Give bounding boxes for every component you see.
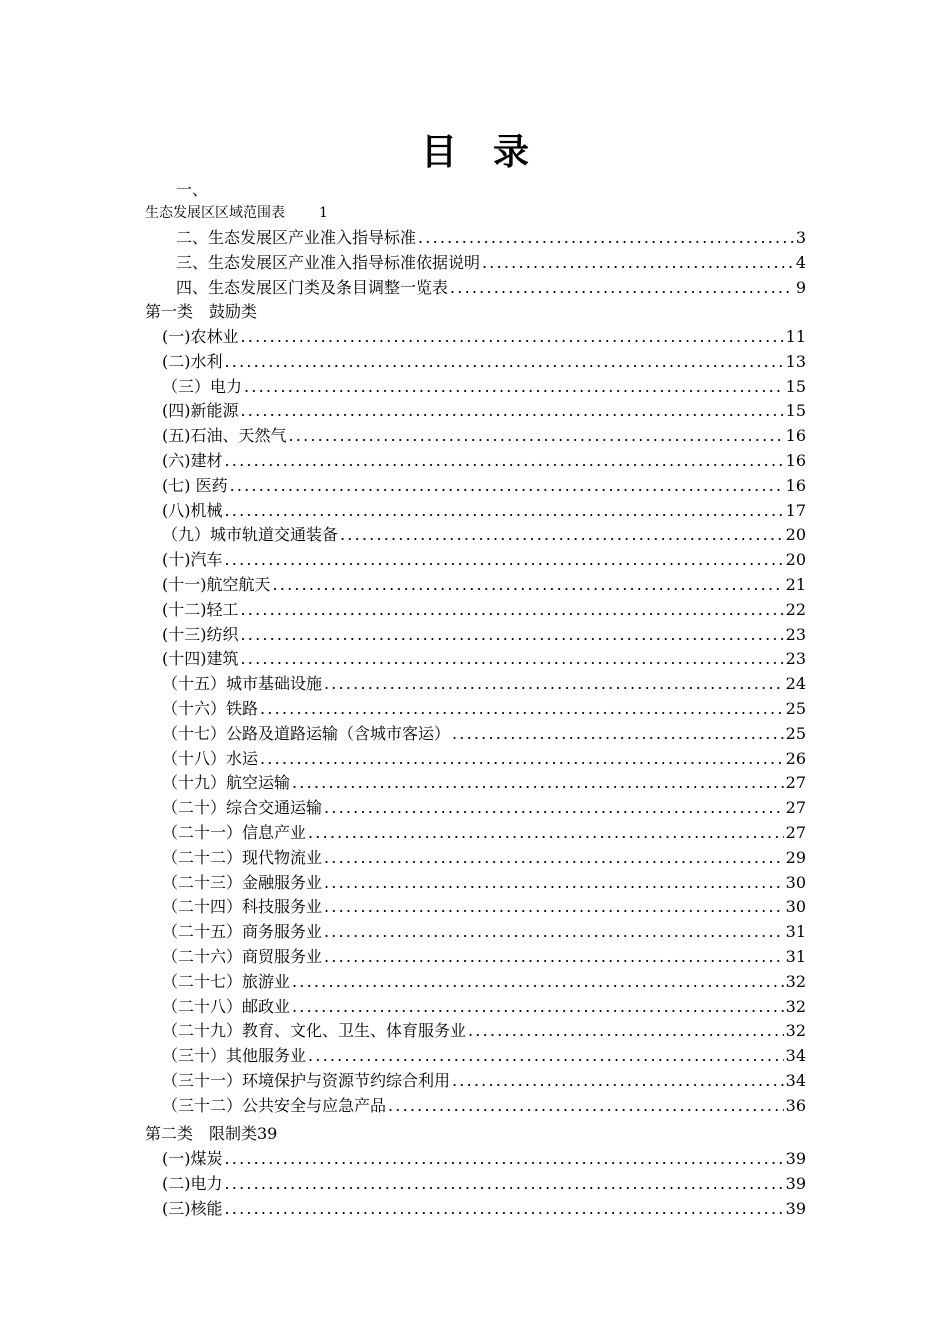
- toc-entry[interactable]: [162, 1070, 806, 1092]
- dot-leader: [388, 1095, 784, 1117]
- toc-entry-page: 15: [785, 376, 806, 396]
- dot-leader: [324, 896, 784, 918]
- toc-entry-label: （三十）其他服务业: [162, 1046, 307, 1066]
- toc-entry[interactable]: [162, 1148, 806, 1170]
- toc-entry[interactable]: [162, 574, 806, 596]
- dot-leader: [244, 376, 784, 398]
- toc-entry[interactable]: [162, 400, 806, 422]
- toc-entry-page: 16: [785, 426, 806, 446]
- toc-entry[interactable]: [162, 723, 806, 745]
- toc-entry-page: 27: [785, 798, 806, 818]
- dot-leader: [241, 624, 784, 646]
- toc-entry-page: 3: [795, 228, 806, 247]
- toc-entry-page: 27: [785, 823, 806, 842]
- toc-entry[interactable]: [162, 946, 806, 968]
- toc-entry-page: 15: [785, 401, 806, 421]
- toc-entry-label: (七) 医药: [162, 475, 228, 495]
- toc-entry[interactable]: [162, 648, 806, 670]
- toc-entry[interactable]: [162, 772, 806, 794]
- toc-entry-page: 20: [785, 550, 806, 570]
- toc-entry-page: 29: [785, 847, 806, 867]
- toc-entry-label: (十四)建筑: [162, 649, 239, 669]
- toc-entry-page: 34: [785, 1071, 806, 1090]
- toc-entry[interactable]: [162, 1045, 806, 1067]
- toc-entry-page: 4: [795, 253, 806, 272]
- toc-entry-page: 31: [785, 947, 806, 966]
- toc-entry-page: 32: [785, 1021, 806, 1041]
- toc-entry-page: 39: [785, 1149, 806, 1168]
- toc-category-2: 第二类 限制类39: [145, 1124, 278, 1143]
- toc-entry-label: （三十二）公共安全与应急产品: [162, 1095, 387, 1115]
- toc-entry-label: （二十四）科技服务业: [162, 897, 323, 917]
- page-title: 目录: [420, 131, 565, 173]
- toc-entry-label: (一)煤炭: [162, 1149, 223, 1168]
- toc-entry[interactable]: [162, 996, 806, 1018]
- toc-entry-label: (一)农林业: [162, 327, 239, 346]
- toc-entry-label: (八)机械: [162, 500, 223, 520]
- toc-entry[interactable]: [162, 376, 806, 398]
- toc-entry-page: 31: [785, 922, 806, 942]
- toc-entry-label: （十六）铁路: [162, 699, 259, 718]
- toc-entry-label: 三、生态发展区产业准入指导标准依据说明: [176, 253, 481, 272]
- dot-leader: [225, 351, 784, 373]
- toc-entry[interactable]: [162, 896, 806, 918]
- toc-entry-page: 30: [785, 872, 806, 892]
- dot-leader: [292, 996, 784, 1018]
- toc-entry[interactable]: [162, 748, 806, 770]
- toc-entry[interactable]: [162, 921, 806, 943]
- toc-entry-page: 39: [785, 1173, 806, 1193]
- dot-leader: [225, 549, 784, 571]
- dot-leader: [241, 648, 784, 670]
- toc-entry-label: (六)建材: [162, 451, 223, 470]
- toc-entry-page: 24: [785, 674, 806, 694]
- toc-entry[interactable]: [162, 524, 806, 546]
- toc-entry[interactable]: [162, 326, 806, 348]
- toc-entry[interactable]: [162, 500, 806, 522]
- toc-entry-page: 17: [785, 500, 806, 520]
- dot-leader: [241, 326, 784, 348]
- toc-entry[interactable]: [162, 673, 806, 695]
- dot-leader: [241, 599, 784, 621]
- toc-entry-page: 1: [319, 205, 328, 221]
- toc-entry-page: 21: [785, 575, 806, 594]
- dot-leader: [324, 797, 784, 819]
- toc-entry-page: 26: [785, 748, 806, 768]
- dot-leader: [324, 673, 784, 695]
- toc-entry-page: 27: [785, 773, 806, 793]
- toc-entry-label: （十九）航空运输: [162, 773, 291, 793]
- dot-leader: [482, 252, 794, 274]
- toc-entry-label: （九）城市轨道交通装备: [162, 525, 339, 545]
- dot-leader: [292, 971, 784, 993]
- toc-entry-page: 32: [785, 971, 806, 991]
- toc-entry[interactable]: [162, 1173, 806, 1195]
- dot-leader: [324, 872, 784, 894]
- dot-leader: [230, 475, 784, 497]
- toc-entry[interactable]: [162, 797, 806, 819]
- toc-entry-label: (十)汽车: [162, 550, 223, 570]
- toc-entry-label: （二十二）现代物流业: [162, 847, 323, 867]
- dot-leader: [260, 698, 784, 720]
- dot-leader: [308, 822, 784, 844]
- toc-entry-label: 二、生态发展区产业准入指导标准: [176, 228, 417, 247]
- toc-head-number: 一、: [176, 180, 209, 199]
- toc-entry[interactable]: [162, 698, 806, 720]
- toc-entry[interactable]: [162, 351, 806, 373]
- toc-entry[interactable]: [162, 1198, 806, 1220]
- dot-leader: [324, 921, 784, 943]
- toc-entry-label: (十二)轻工: [162, 599, 239, 619]
- dot-leader: [324, 946, 784, 968]
- toc-entry-label: 生态发展区区域范围表: [145, 205, 285, 221]
- toc-entry[interactable]: [176, 227, 806, 249]
- toc-entry-label: (五)石油、天然气: [162, 426, 287, 446]
- toc-entry-label: （二十八）邮政业: [162, 996, 291, 1016]
- toc-head-entry: [145, 203, 328, 223]
- dot-leader: [418, 227, 794, 249]
- toc-entry-page: 32: [785, 996, 806, 1016]
- toc-entry-page: 36: [785, 1095, 806, 1115]
- toc-entry-label: 四、生态发展区门类及条目调整一览表: [176, 278, 449, 297]
- dot-leader: [468, 1020, 784, 1042]
- toc-entry-label: （二十一）信息产业: [162, 823, 307, 842]
- toc-entry-label: （二十五）商务服务业: [162, 922, 323, 942]
- toc-entry-label: （二十七）旅游业: [162, 971, 291, 991]
- toc-entry-label: （二十九）教育、文化、卫生、体育服务业: [162, 1021, 467, 1041]
- toc-entry-page: 25: [785, 699, 806, 718]
- toc-entry[interactable]: [162, 549, 806, 571]
- toc-entry-page: 16: [785, 451, 806, 470]
- toc-entry[interactable]: [162, 624, 806, 646]
- toc-entry[interactable]: [162, 1095, 806, 1117]
- toc-entry-label: （十八）水运: [162, 748, 259, 768]
- toc-entry-page: 30: [785, 897, 806, 917]
- dot-leader: [260, 748, 784, 770]
- toc-entry[interactable]: [162, 475, 806, 497]
- dot-leader: [308, 1045, 784, 1067]
- toc-entry-label: （十五）城市基础设施: [162, 674, 323, 694]
- toc-entry-page: 23: [785, 624, 806, 644]
- dot-leader: [289, 425, 784, 447]
- toc-entry-label: (二)水利: [162, 351, 223, 371]
- toc-entry[interactable]: [176, 277, 806, 299]
- toc-entry-page: 9: [795, 278, 806, 297]
- dot-leader: [241, 400, 784, 422]
- dot-leader: [225, 1148, 784, 1170]
- dot-leader: [225, 1198, 784, 1220]
- toc-entry[interactable]: [162, 872, 806, 894]
- toc-category-1: 第一类 鼓励类: [145, 302, 258, 321]
- dot-leader: [225, 500, 784, 522]
- dot-leader: [273, 574, 784, 596]
- toc-entry[interactable]: [176, 252, 806, 274]
- toc-entry[interactable]: [162, 450, 806, 472]
- toc-entry-label: (三)核能: [162, 1198, 223, 1218]
- toc-entry-page: 23: [785, 649, 806, 669]
- dot-leader: [452, 723, 784, 745]
- toc-entry-label: （二十）综合交通运输: [162, 798, 323, 818]
- toc-entry-page: 25: [785, 723, 806, 743]
- toc-entry-page: 16: [785, 475, 806, 495]
- dot-leader: [225, 450, 784, 472]
- toc-entry-page: 39: [785, 1198, 806, 1218]
- toc-entry[interactable]: [162, 1020, 806, 1042]
- toc-entry-label: （三十一）环境保护与资源节约综合利用: [162, 1071, 451, 1090]
- toc-entry[interactable]: [162, 425, 806, 447]
- toc-entry-page: 11: [785, 327, 806, 346]
- toc-entry-label: （二十三）金融服务业: [162, 872, 323, 892]
- toc-entry[interactable]: [162, 971, 806, 993]
- dot-leader: [452, 1070, 784, 1092]
- dot-leader: [225, 1173, 784, 1195]
- toc-entry[interactable]: [162, 847, 806, 869]
- toc-entry-label: （三）电力: [162, 376, 243, 396]
- toc-entry-label: (十三)纺织: [162, 624, 239, 644]
- toc-entry-page: 13: [785, 351, 806, 371]
- dot-leader: [340, 524, 784, 546]
- toc-entry-label: （十七）公路及道路运输（含城市客运）: [162, 723, 451, 743]
- toc-entry[interactable]: [162, 822, 806, 844]
- toc-entry[interactable]: [162, 599, 806, 621]
- toc-entry-page: 22: [785, 599, 806, 619]
- toc-entry-page: 34: [785, 1046, 806, 1066]
- toc-entry-page: 20: [785, 525, 806, 545]
- toc-entry-label: (二)电力: [162, 1173, 223, 1193]
- dot-leader: [324, 847, 784, 869]
- toc-entry-label: （二十六）商贸服务业: [162, 947, 323, 966]
- dot-leader: [450, 277, 794, 299]
- dot-leader: [292, 772, 784, 794]
- toc-entry-label: (四)新能源: [162, 401, 239, 421]
- toc-entry-label: (十一)航空航天: [162, 575, 271, 594]
